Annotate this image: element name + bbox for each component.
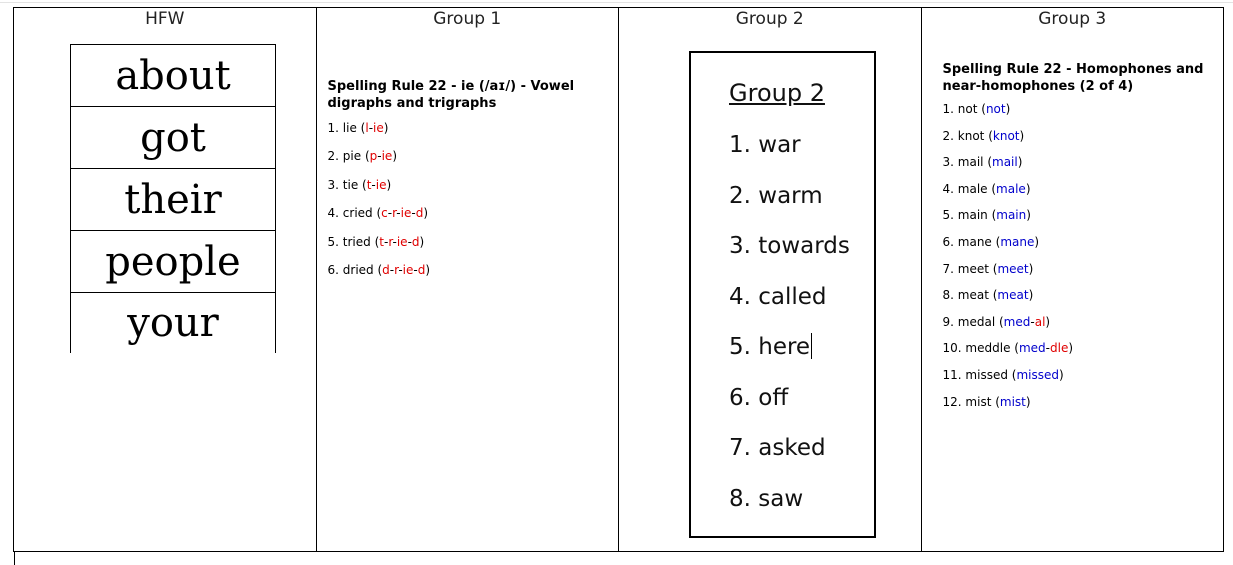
- sound-segment: dle: [1050, 341, 1069, 356]
- hfw-word: their: [70, 168, 276, 230]
- sound-segment: -: [368, 121, 374, 135]
- group1-word-list: [328, 121, 613, 291]
- item-word: tried: [342, 234, 371, 249]
- sound-segment: al: [1034, 314, 1046, 329]
- item-number: 3.: [942, 155, 954, 170]
- list-item-text: 5. here: [729, 334, 811, 360]
- list-item: 1. lie (l-ie): [327, 121, 389, 135]
- sound-segment: ie: [400, 206, 412, 221]
- sound-segment: knot: [992, 128, 1020, 143]
- sound-segment: meet: [997, 261, 1029, 276]
- list-item: 4. called: [729, 283, 827, 310]
- sound-segment: -: [1030, 314, 1035, 329]
- hfw-column: [14, 8, 317, 551]
- sound-segment: -: [392, 234, 397, 249]
- sound-segment: not: [985, 102, 1006, 116]
- sound-segment: -: [413, 262, 418, 277]
- item-number: 4.: [942, 181, 954, 196]
- item-number: 3.: [327, 177, 339, 192]
- list-item: 5. main (main): [942, 208, 1031, 223]
- sound-segment: mane: [1000, 234, 1035, 249]
- list-item: 9. medal (med-al): [942, 314, 1051, 329]
- list-item: 10. meddle (med-dle): [942, 341, 1074, 356]
- hfw-word: about: [70, 44, 276, 106]
- item-number: 12.: [942, 394, 962, 409]
- sound-segment: main: [996, 208, 1027, 223]
- item-number: 10.: [942, 341, 962, 356]
- group2-word-card: [689, 51, 876, 538]
- item-number: 9.: [942, 314, 954, 329]
- list-item: 4. cried (c-r-ie-d): [327, 206, 428, 221]
- list-item: 11. missed (missed): [942, 367, 1064, 382]
- group3-word-list: [943, 102, 1218, 421]
- item-word: tie: [342, 177, 359, 192]
- group3-rule-title: Spelling Rule 22 - Homophones and near-homophones (2 of 4): [942, 62, 1204, 94]
- group2-header: Group 2: [735, 9, 804, 29]
- item-word: meat: [957, 288, 989, 303]
- list-item: 3. mail (mail): [942, 155, 1023, 170]
- item-word: not: [957, 102, 978, 116]
- sound-segment: meat: [997, 288, 1029, 303]
- sound-segment: d: [417, 262, 426, 277]
- item-number: 1.: [327, 121, 339, 135]
- group1-rule-title: Spelling Rule 22 - ie (/aɪ/) - Vowel digraphs and trigraphs: [327, 79, 575, 111]
- item-number: 2.: [942, 128, 954, 143]
- sound-segment: -: [411, 206, 416, 221]
- sound-segment: med: [1018, 341, 1046, 356]
- sound-segment: -: [371, 177, 376, 192]
- item-number: 4.: [327, 206, 339, 221]
- item-word: pie: [342, 149, 362, 164]
- list-item: 2. warm: [729, 182, 823, 209]
- list-item: 2. pie (p-ie): [327, 149, 397, 164]
- sound-segment: d: [415, 206, 424, 221]
- item-word: lie: [342, 121, 357, 135]
- group2-word-list: [729, 131, 850, 535]
- list-item: 4. male (male): [942, 181, 1031, 196]
- list-item: 6. dried (d-r-ie-d): [327, 262, 431, 277]
- group1-header: Group 1: [433, 9, 502, 29]
- item-number: 1.: [942, 102, 954, 116]
- sound-segment: r: [392, 206, 397, 221]
- item-word: mail: [957, 155, 984, 170]
- sound-segment: -: [387, 206, 393, 221]
- list-item: 2. knot (knot): [942, 128, 1025, 143]
- list-item: [729, 333, 850, 384]
- list-item: 12. mist (mist): [942, 394, 1031, 409]
- item-word: mist: [965, 394, 992, 409]
- sound-segment: d: [382, 262, 390, 277]
- spelling-table: [13, 7, 1224, 552]
- sound-segment: p: [369, 149, 378, 164]
- item-number: 6.: [327, 262, 339, 277]
- item-word: medal: [957, 314, 996, 329]
- group2-column: [619, 8, 922, 551]
- group2-card-title: Group 2: [729, 79, 825, 107]
- item-word: meet: [957, 261, 989, 276]
- list-item: 6. off: [729, 384, 789, 411]
- item-word: main: [957, 208, 988, 223]
- list-item: 7. meet (meet): [942, 261, 1034, 276]
- text-cursor: [811, 333, 812, 359]
- list-item: 3. towards: [729, 233, 850, 259]
- sound-segment: missed: [1016, 367, 1059, 382]
- item-number: 7.: [942, 261, 954, 276]
- page-edge-mark: [14, 552, 15, 565]
- item-word: mane: [957, 234, 992, 249]
- item-word: male: [957, 181, 988, 196]
- sound-segment: -: [383, 234, 389, 249]
- group3-header: Group 3: [1038, 9, 1107, 29]
- hfw-header: HFW: [145, 9, 185, 29]
- hfw-word: got: [70, 106, 276, 168]
- item-number: 8.: [942, 288, 954, 303]
- sound-segment: t: [379, 234, 384, 249]
- list-item: 5. tried (t-r-ie-d): [327, 234, 425, 249]
- hfw-word: your: [70, 292, 276, 353]
- sound-segment: ie: [375, 177, 387, 192]
- item-word: dried: [342, 262, 374, 277]
- sound-segment: -: [407, 234, 412, 249]
- list-item: 6. mane (mane): [942, 234, 1040, 249]
- sound-segment: male: [996, 181, 1026, 196]
- sound-segment: d: [411, 234, 420, 249]
- list-item: 7. asked: [729, 435, 826, 461]
- item-word: meddle: [965, 341, 1011, 356]
- item-number: 11.: [942, 367, 962, 382]
- sound-segment: mail: [992, 155, 1018, 170]
- item-number: 5.: [942, 208, 954, 223]
- list-item: 1. war: [729, 132, 801, 158]
- sound-segment: l: [365, 121, 369, 135]
- sound-segment: med: [1003, 314, 1031, 329]
- sound-segment: c: [381, 206, 388, 221]
- sound-segment: ie: [381, 149, 393, 164]
- hfw-word: people: [70, 230, 276, 292]
- item-word: knot: [957, 128, 985, 143]
- sound-segment: r: [394, 262, 399, 277]
- sound-segment: -: [1045, 341, 1050, 356]
- list-item: 8. saw: [729, 485, 804, 512]
- group3-column: [922, 8, 1224, 551]
- sound-segment: ie: [396, 234, 408, 249]
- sound-segment: -: [396, 206, 401, 221]
- sound-segment: t: [366, 177, 372, 192]
- list-item: 3. tie (t-ie): [327, 177, 392, 192]
- top-divider: [0, 2, 1233, 3]
- item-number: 2.: [327, 149, 339, 164]
- item-number: 5.: [327, 234, 339, 249]
- hfw-cards: [70, 44, 276, 353]
- item-number: 6.: [942, 234, 954, 249]
- list-item: 1. not (not): [942, 102, 1011, 116]
- sound-segment: -: [389, 262, 395, 277]
- item-word: missed: [965, 367, 1008, 382]
- list-item: 8. meat (meat): [942, 288, 1034, 303]
- sound-segment: ie: [373, 121, 384, 135]
- sound-segment: -: [377, 149, 382, 164]
- sound-segment: mist: [999, 394, 1026, 409]
- group1-column: [317, 8, 620, 551]
- sound-segment: ie: [402, 262, 414, 277]
- sound-segment: -: [398, 262, 403, 277]
- item-word: cried: [342, 206, 373, 221]
- sound-segment: r: [388, 234, 393, 249]
